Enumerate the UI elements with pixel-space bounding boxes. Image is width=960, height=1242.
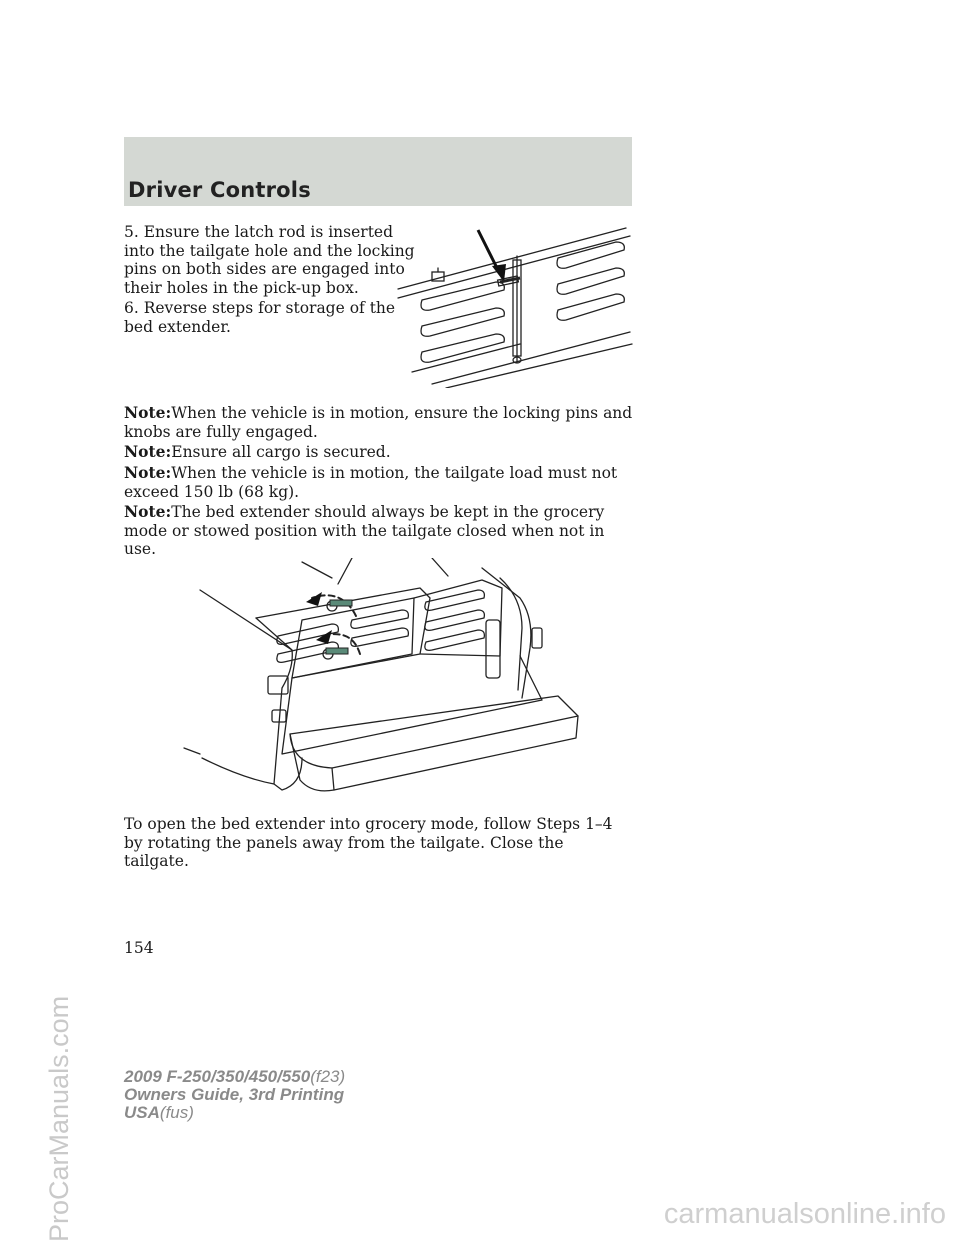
step-5-line: 5. Ensure the latch rod is inserted bbox=[124, 223, 394, 241]
footer-market-code: (fus) bbox=[159, 1103, 194, 1122]
footer-guide: Owners Guide, 3rd Printing bbox=[124, 1085, 345, 1104]
step-6 bbox=[124, 299, 395, 336]
footer-market: USA bbox=[124, 1103, 160, 1122]
footer-model: 2009 F-250/350/450/550 bbox=[124, 1067, 311, 1086]
note-text: When the vehicle is in motion, the tailgate load must not exceed 150 lb (68 kg). bbox=[124, 464, 618, 501]
latch-rod-illustration bbox=[392, 222, 638, 388]
note-text: Ensure all cargo is secured. bbox=[171, 443, 391, 461]
step-5-line: their holes in the pick-up box. bbox=[124, 278, 359, 297]
bed-extender-grocery-mode-illustration bbox=[182, 558, 594, 800]
page-number: 154 bbox=[124, 939, 154, 957]
step-5 bbox=[124, 223, 415, 297]
watermark-procarmanuals: ProCarManuals.com bbox=[44, 995, 74, 1242]
note-text: The bed extender should always be kept in the grocery mode or stowed position with the tailgate closed when not in use. bbox=[124, 503, 605, 558]
note-4 bbox=[124, 503, 634, 559]
note-3 bbox=[124, 464, 634, 501]
step-5-line: pins on both sides are engaged into bbox=[124, 260, 405, 278]
watermark-carmanualsonline: carmanualsonline.info bbox=[663, 1198, 946, 1230]
grocery-mode-instructions: To open the bed extender into grocery mode, follow Steps 1–4 by rotating the panels away from the tailgate. Close the tailgate. bbox=[124, 815, 613, 870]
note-text: When the vehicle is in motion, ensure the locking pins and knobs are fully engaged. bbox=[124, 404, 633, 441]
footer-model-code: (f23) bbox=[310, 1067, 346, 1086]
step-6-line: bed extender. bbox=[124, 317, 231, 336]
section-title: Driver Controls bbox=[128, 178, 311, 202]
note-label: Note: bbox=[124, 463, 172, 482]
step-6-line: 6. Reverse steps for storage of the bbox=[124, 299, 396, 317]
note-1 bbox=[124, 404, 634, 441]
note-label: Note: bbox=[124, 442, 172, 461]
note-label: Note: bbox=[124, 403, 172, 422]
step-5-line: into the tailgate hole and the locking bbox=[124, 241, 415, 260]
note-label: Note: bbox=[124, 502, 172, 521]
document-footer bbox=[124, 1068, 345, 1122]
note-2 bbox=[124, 443, 634, 462]
watermark-left-container bbox=[0, 0, 74, 1242]
